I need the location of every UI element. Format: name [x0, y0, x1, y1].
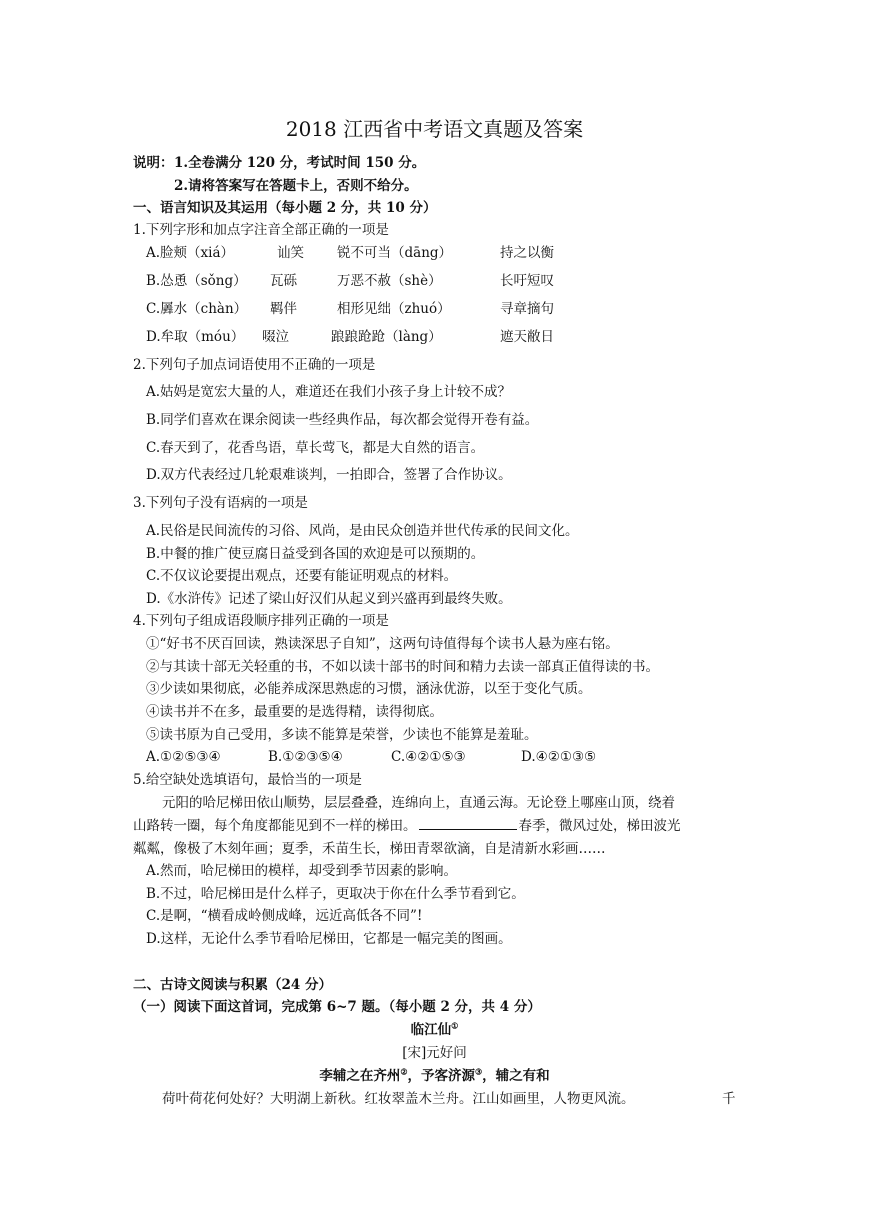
- poem-title-text: 临江仙: [410, 1022, 452, 1038]
- footnote-mark-2: ②: [400, 1066, 408, 1077]
- q2-option-b: B.同学们喜欢在课余阅读一些经典作品，每次都会觉得开卷有益。: [146, 412, 539, 428]
- q1-option-d-word3: 踉踉跄跄（làng）: [331, 329, 442, 345]
- q3-option-c: C.不仅议论要提出观点，还要有能证明观点的材料。: [146, 568, 458, 584]
- q3-stem: 3.下列句子没有语病的一项是: [133, 495, 308, 511]
- q5-option-b: B.不过，哈尼梯田是什么样子，更取决于你在什么季节看到它。: [146, 886, 525, 902]
- q3-option-d: D.《水浒传》记述了梁山好汉们从起义到兴盛再到最终失败。: [146, 591, 512, 607]
- q1-option-a: A.脸颊（xiá）: [146, 245, 235, 261]
- q1-option-d-word4: 遮天敝日: [500, 329, 554, 345]
- q4-choice-b: B.①②③⑤④: [268, 749, 343, 765]
- poem-subtitle-c: ，辅之有和: [482, 1068, 550, 1084]
- q1-option-b-word4: 长吁短叹: [500, 273, 554, 289]
- q1-option-d: D.牟取（móu）: [146, 329, 245, 345]
- q2-option-d: D.双方代表经过几轮艰难谈判，一拍即合，签署了合作协议。: [146, 467, 512, 483]
- section1-heading: 一、语言知识及其运用（每小题 2 分，共 10 分）: [133, 200, 437, 216]
- q5-option-a: A.然而，哈尼梯田的模样，却受到季节因素的影响。: [146, 863, 458, 879]
- poem-subtitle-b: ，予客济源: [407, 1068, 475, 1084]
- q1-option-c: C.羼水（chàn）: [146, 301, 248, 317]
- poem-line-1-tail: 千: [722, 1091, 736, 1107]
- section2-sub-heading: （一）阅读下面这首词，完成第 6~7 题。（每小题 2 分，共 4 分）: [133, 999, 541, 1015]
- q4-choice-a: A.①②⑤③④: [146, 749, 221, 765]
- q1-option-c-word2: 羁伴: [270, 301, 297, 317]
- q1-option-d-word2: 啜泣: [262, 329, 289, 345]
- poem-title: [0, 1021, 869, 1039]
- q1-option-b-word2: 瓦砾: [270, 273, 297, 289]
- note-2: 2.请将答案写在答题卡上，否则不给分。: [174, 178, 418, 194]
- q4-item-2: ②与其读十部无关轻重的书，不如以读十部书的时间和精力去读一部真正值得读的书。: [146, 659, 659, 675]
- footnote-mark-3: ③: [475, 1066, 483, 1077]
- q1-option-a-word2: 讪笑: [277, 245, 304, 261]
- q4-item-5: ⑤读书原为自己受用，多读不能算是荣誉，少读也不能算是羞耻。: [146, 727, 538, 743]
- q4-choice-c: C.④②①⑤③: [391, 749, 466, 765]
- q2-stem: 2.下列句子加点词语使用不正确的一项是: [133, 357, 376, 373]
- q5-passage-line1: 元阳的哈尼梯田依山顺势，层层叠叠，连绵向上，直通云海。无论登上哪座山顶，绕着: [162, 795, 675, 811]
- q4-item-1: ①“好书不厌百回读，熟读深思子自知”，这两句诗值得每个读书人悬为座右铭。: [146, 636, 619, 652]
- answer-blank: [419, 817, 517, 830]
- footnote-mark-1: ①: [451, 1020, 459, 1031]
- q1-option-c-word3: 相形见绌（zhuó）: [337, 301, 451, 317]
- q4-choice-d: D.④②①③⑤: [521, 749, 597, 765]
- poem-line-1: 荷叶荷花何处好？大明湖上新秋。红妆翠盖木兰舟。江山如画里，人物更风流。: [162, 1091, 635, 1107]
- q5-option-d: D.这样，无论什么季节看哈尼梯田，它都是一幅完美的图画。: [146, 931, 512, 947]
- q3-option-a: A.民俗是民间流传的习俗、风尚，是由民众创造并世代传承的民间文化。: [146, 523, 579, 539]
- q5-passage-line3: 粼粼，像极了木刻年画；夏季，禾苗生长，梯田青翠欲滴，自是清新水彩画……: [133, 841, 606, 857]
- poem-subtitle: [0, 1067, 869, 1085]
- q2-option-c: C.春天到了，花香鸟语，草长莺飞，都是大自然的语言。: [146, 440, 485, 456]
- poem-subtitle-a: 李辅之在齐州: [319, 1068, 401, 1084]
- q5-stem: 5.给空缺处选填语句，最恰当的一项是: [133, 772, 362, 788]
- section2-heading: 二、古诗文阅读与积累（24 分）: [133, 977, 332, 993]
- q5-passage-line2: [133, 817, 681, 835]
- q3-option-b: B.中餐的推广使豆腐日益受到各国的欢迎是可以预期的。: [146, 546, 485, 562]
- q1-option-a-word3: 锐不可当（dāng）: [337, 245, 453, 261]
- q4-item-4: ④读书并不在多，最重要的是选得精，读得彻底。: [146, 704, 443, 720]
- q5-passage-line2-a: 山路转一圈，每个角度都能见到不一样的梯田。: [133, 818, 417, 834]
- q1-option-b: B.怂恿（sǒng）: [146, 273, 247, 289]
- note-1: 1.全卷满分 120 分，考试时间 150 分。: [174, 155, 426, 171]
- notes-label: 说明：: [133, 155, 174, 171]
- q1-stem: 1.下列字形和加点字注音全部正确的一项是: [133, 222, 389, 238]
- q5-option-c: C.是啊，“横看成岭侧成峰，远近高低各不同”!: [146, 908, 423, 924]
- q5-passage-line2-b: 春季，微风过处，梯田波光: [518, 818, 681, 834]
- q2-option-a: A.姑妈是宽宏大量的人，难道还在我们小孩子身上计较不成？: [146, 384, 512, 400]
- q1-option-c-word4: 寻章摘句: [500, 301, 554, 317]
- q1-option-a-word4: 持之以衡: [500, 245, 554, 261]
- q4-item-3: ③少读如果彻底，必能养成深思熟虑的习惯，涵泳优游，以至于变化气质。: [146, 681, 592, 697]
- page-title: 2018 江西省中考语文真题及答案: [285, 117, 584, 141]
- q1-option-b-word3: 万恶不赦（shè）: [337, 273, 442, 289]
- q4-stem: 4.下列句子组成语段顺序排列正确的一项是: [133, 613, 389, 629]
- poem-author: [宋]元好问: [402, 1045, 467, 1061]
